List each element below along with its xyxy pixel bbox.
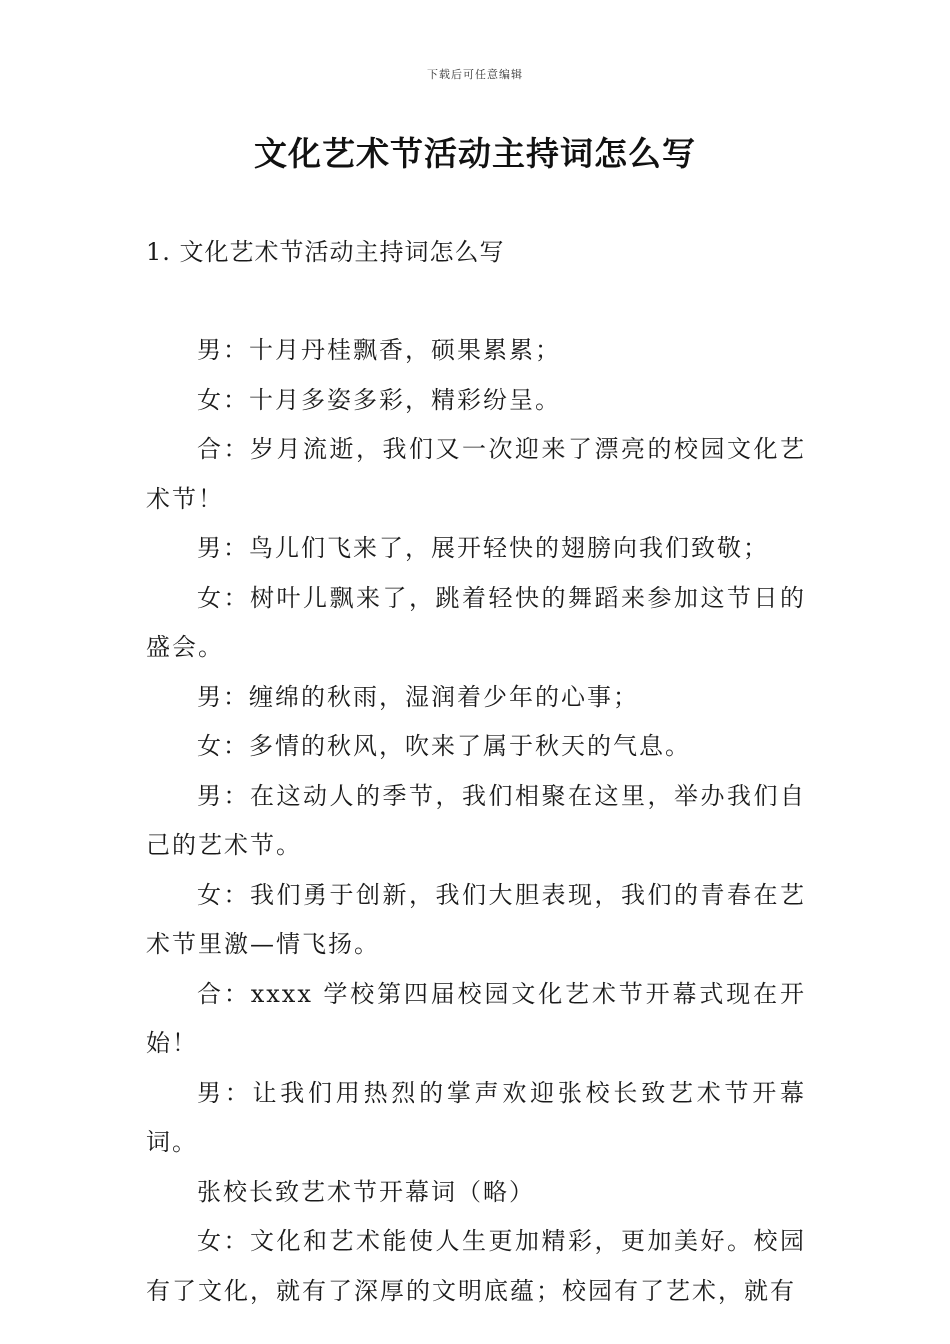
section-heading: 1. 文化艺术节活动主持词怎么写 [146,238,505,266]
paragraph: 男：鸟儿们飞来了，展开轻快的翅膀向我们致敬； [197,534,769,562]
paragraph: 女：树叶儿飘来了，跳着轻快的舞蹈来参加这节日的盛会。 [146,583,806,661]
paragraph: 女：文化和艺术能使人生更加精彩，更加美好。校园有了文化，就有了深厚的文明底蕴；校园有了艺术，就有 [146,1227,806,1305]
paragraph: 合：xxxx 学校第四届校园文化艺术节开幕式现在开始！ [146,979,806,1057]
document-title: 文化艺术节活动主持词怎么写 [254,134,696,173]
paragraph: 张校长致艺术节开幕词（略） [197,1177,535,1206]
header-note: 下载后可任意编辑 [427,68,523,81]
paragraph: 男：缠绵的秋雨，湿润着少年的心事； [197,682,639,711]
paragraph: 女：多情的秋风，吹来了属于秋天的气息。 [197,732,691,760]
paragraph: 男：在这动人的季节，我们相聚在这里，举办我们自己的艺术节。 [146,781,806,859]
paragraph: 男：十月丹桂飘香，硕果累累； [197,336,561,364]
paragraph: 女：十月多姿多彩，精彩纷呈。 [197,385,561,414]
paragraph: 合：岁月流逝，我们又一次迎来了漂亮的校园文化艺术节！ [146,435,806,513]
document-body [146,326,806,1316]
paragraph: 女：我们勇于创新，我们大胆表现，我们的青春在艺术节里激—情飞扬。 [146,880,806,958]
paragraph: 男：让我们用热烈的掌声欢迎张校长致艺术节开幕词。 [146,1078,806,1156]
